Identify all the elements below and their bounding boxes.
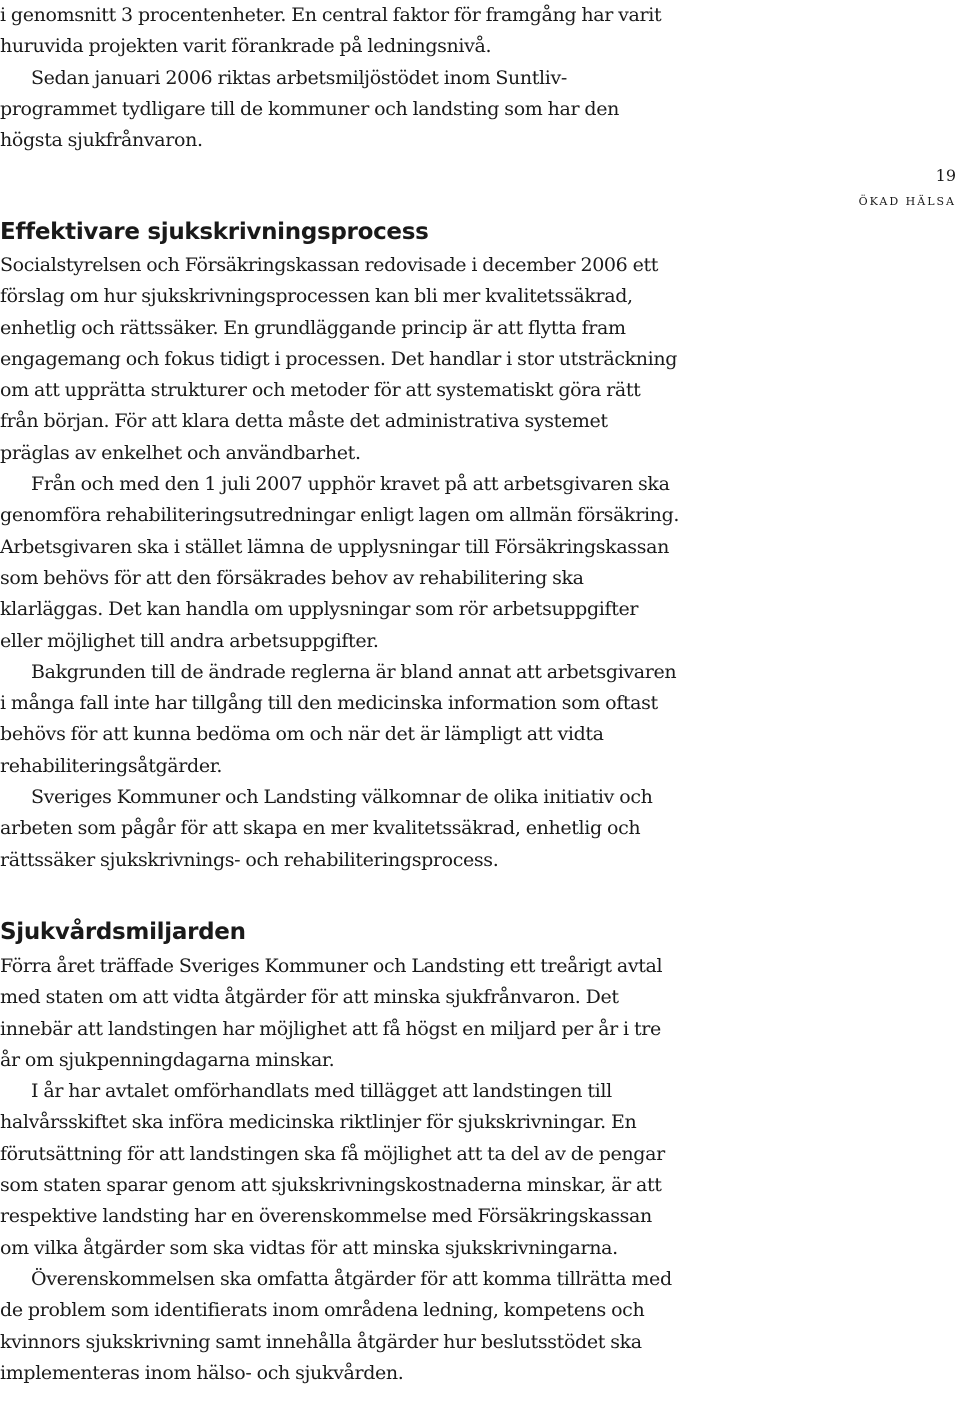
section-body-1 [0,250,682,876]
paragraph: Från och med den 1 juli 2007 upphör kravet på att arbetsgivaren ska genomföra rehabiliteringsutredningar enligt lagen om allmän försäkring. Arbetsgivaren ska i stället lämna de upplysningar till Försäkringskassan som behövs för att den försäkrades behov av rehabilitering ska klarläggas. Det kan handla om upplysningar som rör arbetsuppgifter eller möjlighet till andra arbetsuppgifter. [0,473,680,652]
paragraph: Överenskommelsen ska omfatta åtgärder för att komma tillrätta med de problem som identifierats inom områdena ledning, kompetens och kvinnors sjukskrivning samt innehålla åtgärder hur beslutsstödet ska implementeras inom hälso- och sjukvården. [0,1267,672,1384]
paragraph: Bakgrunden till de ändrade reglerna är bland annat att arbetsgivaren i många fall inte har tillgång till den medicinska information som oftast behövs för att kunna bedöma om och när det är lämpligt att vidta rehabiliteringsåtgärder. [0,660,677,777]
section-body-2 [0,951,682,1389]
paragraph: Förra året träffade Sveriges Kommuner och Landsting ett treårigt avtal med staten om att vidta åtgärder för att minska sjukfrånvaron. Det innebär att landstingen har möjlighet att få högst en miljard per år i tre år om sjukpenningdagarna minskar. [0,955,663,1071]
paragraph: I år har avtalet omförhandlats med tillägget att landstingen till halvårsskiftet ska införa medicinska riktlinjer för sjukskrivningar. En förutsättning för att landstingen ska få möjlighet att ta del av de pengar som staten sparar genom att sjukskrivningskostnaderna minskar, är att respektive landsting har en överenskommelse med Försäkringskassan om vilka åtgärder som ska vidtas för att minska sjukskrivningarna. [0,1080,665,1259]
top-text-block [0,0,682,156]
paragraph: Sedan januari 2006 riktas arbetsmiljöstödet inom Suntliv-programmet tydligare till de kommuner och landsting som har den högsta sjukfrånvaron. [0,66,620,152]
running-head: ÖKAD HÄLSA [858,195,956,208]
section-heading-effektivare-sjukskrivningsprocess: Effektivare sjukskrivningsprocess [0,219,429,245]
paragraph: i genomsnitt 3 procentenheter. En central faktor för framgång har varit huruvida projekten varit förankrade på ledningsnivå. [0,4,662,58]
section-heading-sjukvardsmiljarden: Sjukvårdsmiljarden [0,919,246,945]
paragraph: Sveriges Kommuner och Landsting välkomnar de olika initiativ och arbeten som pågår för att skapa en mer kvalitetssäkrad, enhetlig och rättssäker sjukskrivnings- och rehabiliteringsprocess. [0,786,653,871]
page-number: 19 [935,166,956,185]
paragraph: Socialstyrelsen och Försäkringskassan redovisade i december 2006 ett förslag om hur sjukskrivningsprocessen kan bli mer kvalitetssäkrad, enhetlig och rättssäker. En grundläggande princip är att flytta fram engagemang och fokus tidigt i processen. Det handlar i stor utsträckning om att upprätta strukturer och metoder för att systematiskt göra rätt från början. För att klara detta måste det administrativa systemet präglas av enkelhet och användbarhet. [0,254,678,464]
